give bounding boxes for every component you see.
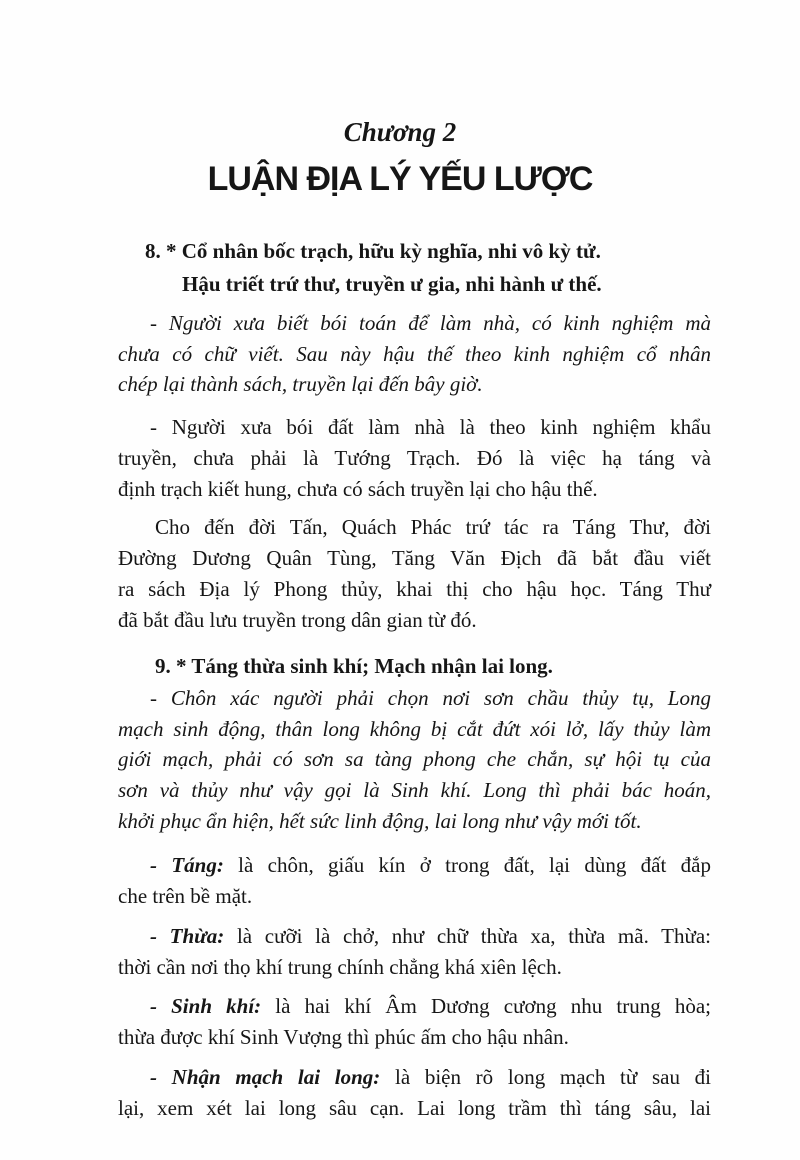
line-text: Đường Dương Quân Tùng, Tăng Văn Địch đã bắt đầu viết: [118, 546, 711, 570]
translation-line: [118, 339, 711, 369]
commentary-line: [118, 1022, 569, 1052]
verse-line: [145, 236, 601, 266]
line-text: đã bắt đầu lưu truyền trong dân gian từ đó.: [118, 608, 477, 632]
commentary-line: [118, 543, 711, 573]
translation-line: [118, 775, 711, 805]
commentary-line: [118, 881, 252, 911]
chapter-title: LUẬN ĐỊA LÝ YẾU LƯỢC: [207, 160, 593, 198]
line-text: 8. * Cổ nhân bốc trạch, hữu kỳ nghĩa, nhi vô kỳ tử.: [145, 239, 601, 263]
line-text: là cưỡi là chở, như chữ thừa xa, thừa mã. Thừa:: [224, 924, 712, 948]
line-text: - Người xưa bói đất làm nhà là theo kinh nghiệm khẩu: [150, 415, 711, 439]
line-text: mạch sinh động, thân long không bị cắt đứt xói lở, lấy thủy làm: [118, 717, 711, 741]
verse-line: [155, 651, 553, 681]
chapter-label: Chương 2: [343, 117, 457, 147]
line-text: khởi phục ẩn hiện, hết sức linh động, lai long như vậy mới tốt.: [118, 809, 642, 833]
commentary-line: [150, 850, 711, 880]
commentary-line: [118, 574, 711, 604]
line-text: truyền, chưa phải là Tướng Trạch. Đó là việc hạ táng và: [118, 446, 711, 470]
line-text: thời cần nơi thọ khí trung chính chẳng khá xiên lệch.: [118, 955, 562, 979]
line-text: chép lại thành sách, truyền lại đến bây giờ.: [118, 372, 483, 396]
term-label: - Sinh khí:: [150, 994, 262, 1018]
term-label: - Thừa:: [150, 924, 225, 948]
line-text: lại, xem xét lai long sâu cạn. Lai long trầm thì táng sâu, lai: [118, 1096, 711, 1120]
term-label: - Táng:: [150, 853, 224, 877]
commentary-line: [150, 1062, 711, 1092]
term-label: - Nhận mạch lai long:: [150, 1065, 381, 1089]
verse-line: [182, 269, 602, 299]
line-text: sơn và thủy như vậy gọi là Sinh khí. Long thì phải bác hoán,: [118, 778, 711, 802]
translation-line: [150, 308, 711, 338]
commentary-line: [155, 512, 711, 542]
translation-line: [118, 714, 711, 744]
commentary-line: [150, 991, 711, 1021]
line-text: là chôn, giấu kín ở trong đất, lại dùng đất đắp: [223, 853, 711, 877]
translation-line: [118, 806, 642, 836]
commentary-line: [118, 952, 562, 982]
line-text: Hậu triết trứ thư, truyền ư gia, nhi hành ư thế.: [182, 272, 602, 296]
line-text: ra sách Địa lý Phong thủy, khai thị cho hậu học. Táng Thư: [118, 577, 711, 601]
line-text: định trạch kiết hung, chưa có sách truyền lại cho hậu thế.: [118, 477, 598, 501]
commentary-line: [150, 412, 711, 442]
line-text: giới mạch, phải có sơn sa tàng phong che chắn, sự hội tụ của: [118, 747, 711, 771]
line-text: Cho đến đời Tấn, Quách Phác trứ tác ra Táng Thư, đời: [155, 515, 711, 539]
commentary-line: [118, 605, 477, 635]
line-text: thừa được khí Sinh Vượng thì phúc ấm cho hậu nhân.: [118, 1025, 569, 1049]
line-text: là hai khí Âm Dương cương nhu trung hòa;: [261, 994, 711, 1018]
line-text: - Người xưa biết bói toán để làm nhà, có kinh nghiệm mà: [150, 311, 711, 335]
line-text: che trên bề mặt.: [118, 884, 253, 908]
commentary-line: [118, 474, 598, 504]
commentary-line: [118, 443, 711, 473]
translation-line: [150, 683, 711, 713]
line-text: 9. * Táng thừa sinh khí; Mạch nhận lai long.: [155, 654, 553, 678]
line-text: là biện rõ long mạch từ sau đi: [380, 1065, 711, 1089]
commentary-line: [150, 921, 711, 951]
line-text: - Chôn xác người phải chọn nơi sơn chầu thủy tụ, Long: [150, 686, 711, 710]
commentary-line: [118, 1093, 711, 1123]
line-text: chưa có chữ viết. Sau này hậu thế theo kinh nghiệm cổ nhân: [118, 342, 711, 366]
translation-line: [118, 744, 711, 774]
translation-line: [118, 369, 483, 399]
